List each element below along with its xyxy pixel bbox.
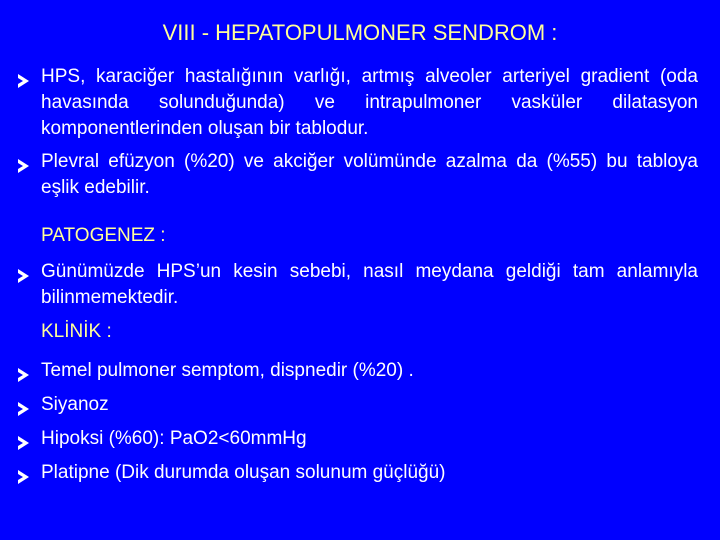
bullet-text: Günümüzde HPS’un kesin sebebi, nasıl meydana geldiği tam anlamıyla bilinmemektedir. — [41, 261, 698, 308]
arrowhead-bullet-icon — [18, 358, 38, 384]
bullet-item — [18, 426, 698, 452]
bullet-item — [18, 358, 698, 384]
arrowhead-bullet-icon — [18, 460, 38, 486]
bullet-text: Hipoksi (%60): PaO2<60mmHg — [41, 428, 307, 449]
bullet-item — [18, 149, 698, 201]
bullet-item — [18, 259, 698, 311]
bullet-text: Plevral efüzyon (%20) ve akciğer volümünde azalma da (%55) bu tabloya eşlik edebilir. — [41, 151, 698, 198]
slide-title: VIII - HEPATOPULMONER SENDROM : — [162, 20, 558, 45]
bullet-text: HPS, karaciğer hastalığının varlığı, artmış alveoler arteriyel gradient (oda havasında solunduğunda) ve intrapulmoner vasküler dilatasyon komponentlerinden oluşan bir tablodur. — [41, 66, 698, 139]
bullet-item — [18, 64, 698, 142]
bullet-item — [18, 460, 698, 486]
arrowhead-bullet-icon — [18, 64, 38, 90]
bullet-text: Siyanoz — [41, 394, 109, 415]
arrowhead-bullet-icon — [18, 259, 38, 285]
bullet-item — [18, 392, 698, 418]
arrowhead-bullet-icon — [18, 392, 38, 418]
bullet-text: Platipne (Dik durumda oluşan solunum güçlüğü) — [41, 462, 446, 483]
bullet-text: Temel pulmoner semptom, dispnedir (%20) . — [41, 360, 414, 381]
pathogenesis-heading: PATOGENEZ : — [41, 225, 166, 246]
arrowhead-bullet-icon — [18, 426, 38, 452]
arrowhead-bullet-icon — [18, 149, 38, 175]
clinical-heading: KLİNİK : — [41, 321, 112, 342]
